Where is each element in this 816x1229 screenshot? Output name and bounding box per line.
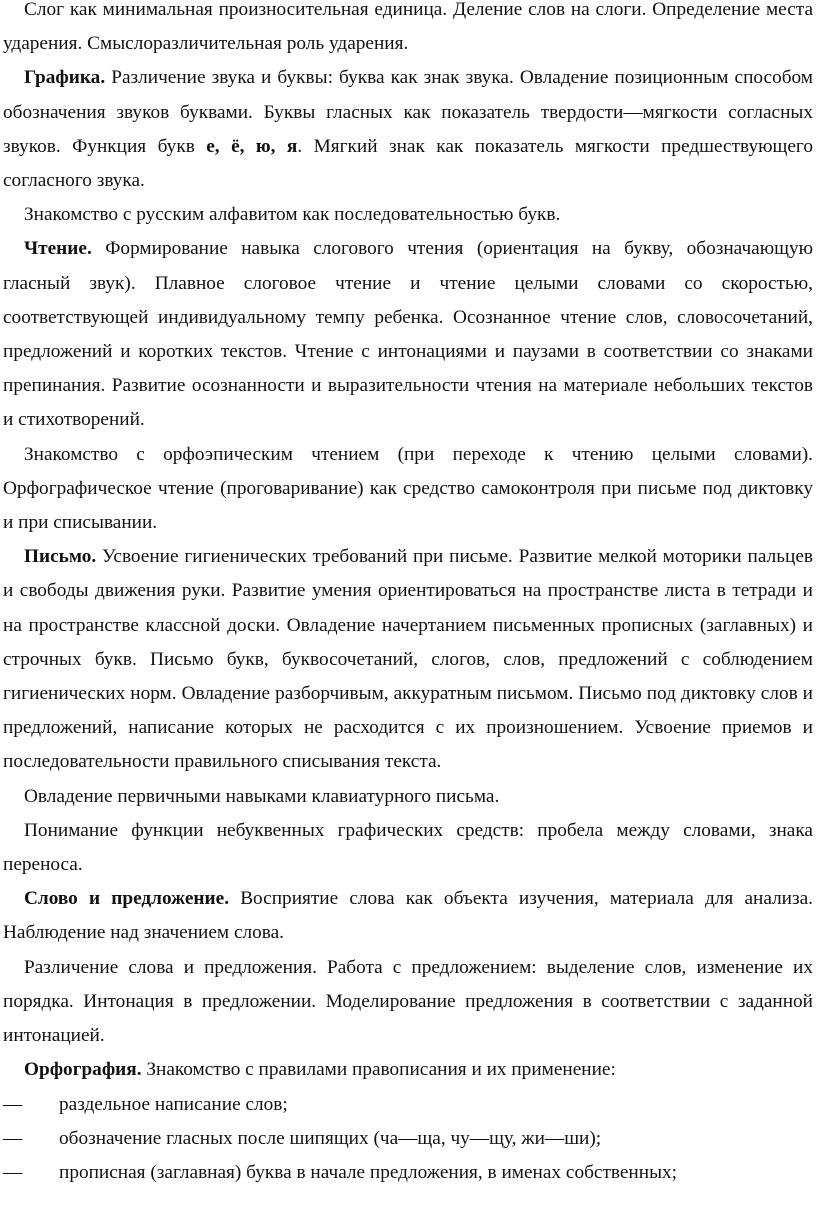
paragraph-nonletter <box>3 814 813 882</box>
paragraph-text: Понимание функции небуквенных графических средств: пробела между словами, знака переноса. <box>3 819 813 876</box>
paragraph-text: Знакомство с русским алфавитом как последовательностью букв. <box>24 204 561 226</box>
list-item-text: раздельное написание слов; <box>59 1093 288 1115</box>
paragraph-text: Слог как минимальная произносительная единица. Деление слов на слоги. Определение места ударения. Смыслоразличительная роль ударения. <box>3 0 813 55</box>
orthography-rules-list <box>3 1088 813 1191</box>
section-heading-orthography: Орфография. <box>24 1059 142 1081</box>
paragraph-text: Различение слова и предложения. Работа с предложением: выделение слов, изменение их порядка. Интонация в предложении. Моделирование предложения в соответствии с заданной интонацией. <box>3 956 813 1047</box>
list-marker: — <box>3 1093 23 1115</box>
paragraph-text: Усвоение гигиенических требований при письме. Развитие мелкой моторики пальцев и свободы движения руки. Развитие умения ориентироваться на пространстве листа в тетради и на пространстве классной доски. Овладение начертанием письменных прописных (заглавных) и строчных букв. Письмо букв, буквосочетаний, слогов, слов, предложений с соблюдением гигиенических норм. Овладение разборчивым, аккуратным письмом. Письмо под диктовку слов и предложений, написание которых не расходится с их произношением. Усвоение приемов и последовательности правильного списывания текста. <box>3 546 813 773</box>
paragraph-word-sentence <box>3 882 813 950</box>
paragraph-text: Овладение первичными навыками клавиатурного письма. <box>24 785 500 807</box>
paragraph-text: Знакомство с правилами правописания и их применение: <box>141 1059 616 1081</box>
paragraph-alphabet <box>3 198 813 232</box>
paragraph-orthoepic <box>3 438 813 541</box>
paragraph-graphics <box>3 61 813 198</box>
section-heading-word-sentence: Слово и предложение. <box>24 888 230 910</box>
list-item <box>3 1122 813 1156</box>
paragraph-text: Восприятие слова как объекта изучения, материала для анализа. Наблюдение над значением слова. <box>3 888 813 944</box>
paragraph-orthography <box>3 1053 813 1087</box>
section-heading-reading: Чтение. <box>24 238 92 260</box>
list-item-text: обозначение гласных после шипящих (ча—ща, чу—щу, жи—ши); <box>59 1127 602 1149</box>
paragraph-text: Различение звука и буквы: буква как знак звука. Овладение позиционным способом обозначения звуков буквами. Буквы гласных как показатель твердости—мягкости согласных звуков. Функция букв <box>3 67 813 157</box>
paragraph-text: Знакомство с орфоэпическим чтением (при переходе к чтению целыми словами). Орфографическое чтение (проговаривание) как средство самоконтроля при письме под диктовку и при списывании. <box>3 443 813 534</box>
paragraph-text: Формирование навыка слогового чтения (ориентация на букву, обозначающую гласный звук). Плавное слоговое чтение и чтение целыми словами со скоростью, соответствующей индивидуальному темпу ребенка. Осознанное чтение слов, словосочетаний, предложений и коротких текстов. Чтение с интонациями и паузами в соответствии со знаками препинания. Развитие осознанности и выразительности чтения на материале небольших текстов и стихотворений. <box>3 238 813 431</box>
paragraph-keyboard <box>3 780 813 814</box>
list-marker: — <box>3 1161 23 1183</box>
section-heading-writing: Письмо. <box>24 546 97 568</box>
paragraph-text-after: . Мягкий знак как показатель мягкости предшествующего согласного звука. <box>3 135 813 192</box>
paragraph-writing <box>3 540 813 779</box>
list-item-text: прописная (заглавная) буква в начале предложения, в именах собственных; <box>59 1161 678 1183</box>
list-marker: — <box>3 1127 23 1149</box>
section-heading-graphics: Графика. <box>24 67 106 89</box>
paragraph-syllable <box>3 0 813 61</box>
paragraph-sentence-work <box>3 951 813 1054</box>
list-item <box>3 1088 813 1122</box>
bold-letters: е, ё, ю, я <box>206 135 298 157</box>
list-item <box>3 1156 813 1190</box>
paragraph-reading <box>3 232 813 437</box>
